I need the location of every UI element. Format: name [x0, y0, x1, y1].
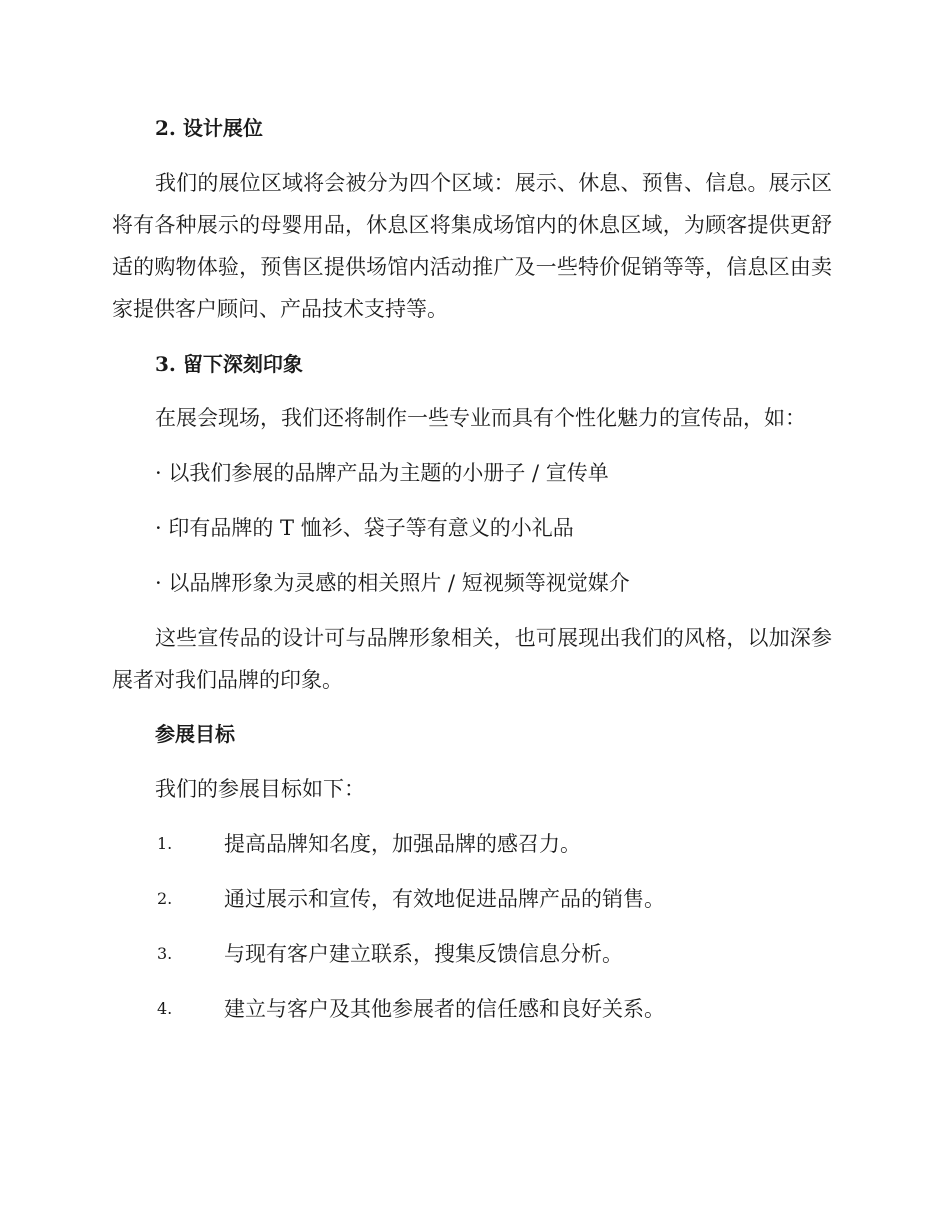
- list-item-text: 提高品牌知名度，加强品牌的感召力。: [224, 832, 581, 856]
- bullet-item: · 以品牌形象为灵感的相关照片 / 短视频等视觉媒介: [155, 571, 630, 595]
- impression-closing-paragraph: 这些宣传品的设计可与品牌形象相关，也可展现出我们的风格，以加深参展者对我们品牌的印象。: [112, 626, 832, 692]
- section-heading-goals: 参展目标: [155, 722, 235, 746]
- bullet-item: · 印有品牌的 T 恤衫、袋子等有意义的小礼品: [155, 516, 574, 540]
- bullet-item: · 以我们参展的品牌产品为主题的小册子 / 宣传单: [155, 461, 609, 485]
- impression-intro: 在展会现场，我们还将制作一些专业而具有个性化魅力的宣传品，如：: [155, 406, 806, 430]
- list-item-text: 与现有客户建立联系，搜集反馈信息分析。: [224, 942, 623, 966]
- list-item-number: 4.: [157, 999, 173, 1018]
- list-item-number: 2.: [157, 889, 173, 908]
- list-item-text: 通过展示和宣传，有效地促进品牌产品的销售。: [224, 887, 665, 911]
- list-item-number: 3.: [157, 944, 173, 963]
- list-item-text: 建立与客户及其他参展者的信任感和良好关系。: [224, 997, 665, 1021]
- section-heading-design: 2. 设计展位: [155, 116, 263, 140]
- list-item-number: 1.: [157, 834, 173, 853]
- section-heading-impression: 3. 留下深刻印象: [155, 352, 303, 376]
- goals-intro: 我们的参展目标如下：: [155, 777, 365, 801]
- design-paragraph: 我们的展位区域将会被分为四个区域：展示、休息、预售、信息。展示区将有各种展示的母婴用品，休息区将集成场馆内的休息区域，为顾客提供更舒适的购物体验，预售区提供场馆内活动推广及一些特价促销等等，信息区由卖家提供客户顾问、产品技术支持等。: [112, 171, 832, 321]
